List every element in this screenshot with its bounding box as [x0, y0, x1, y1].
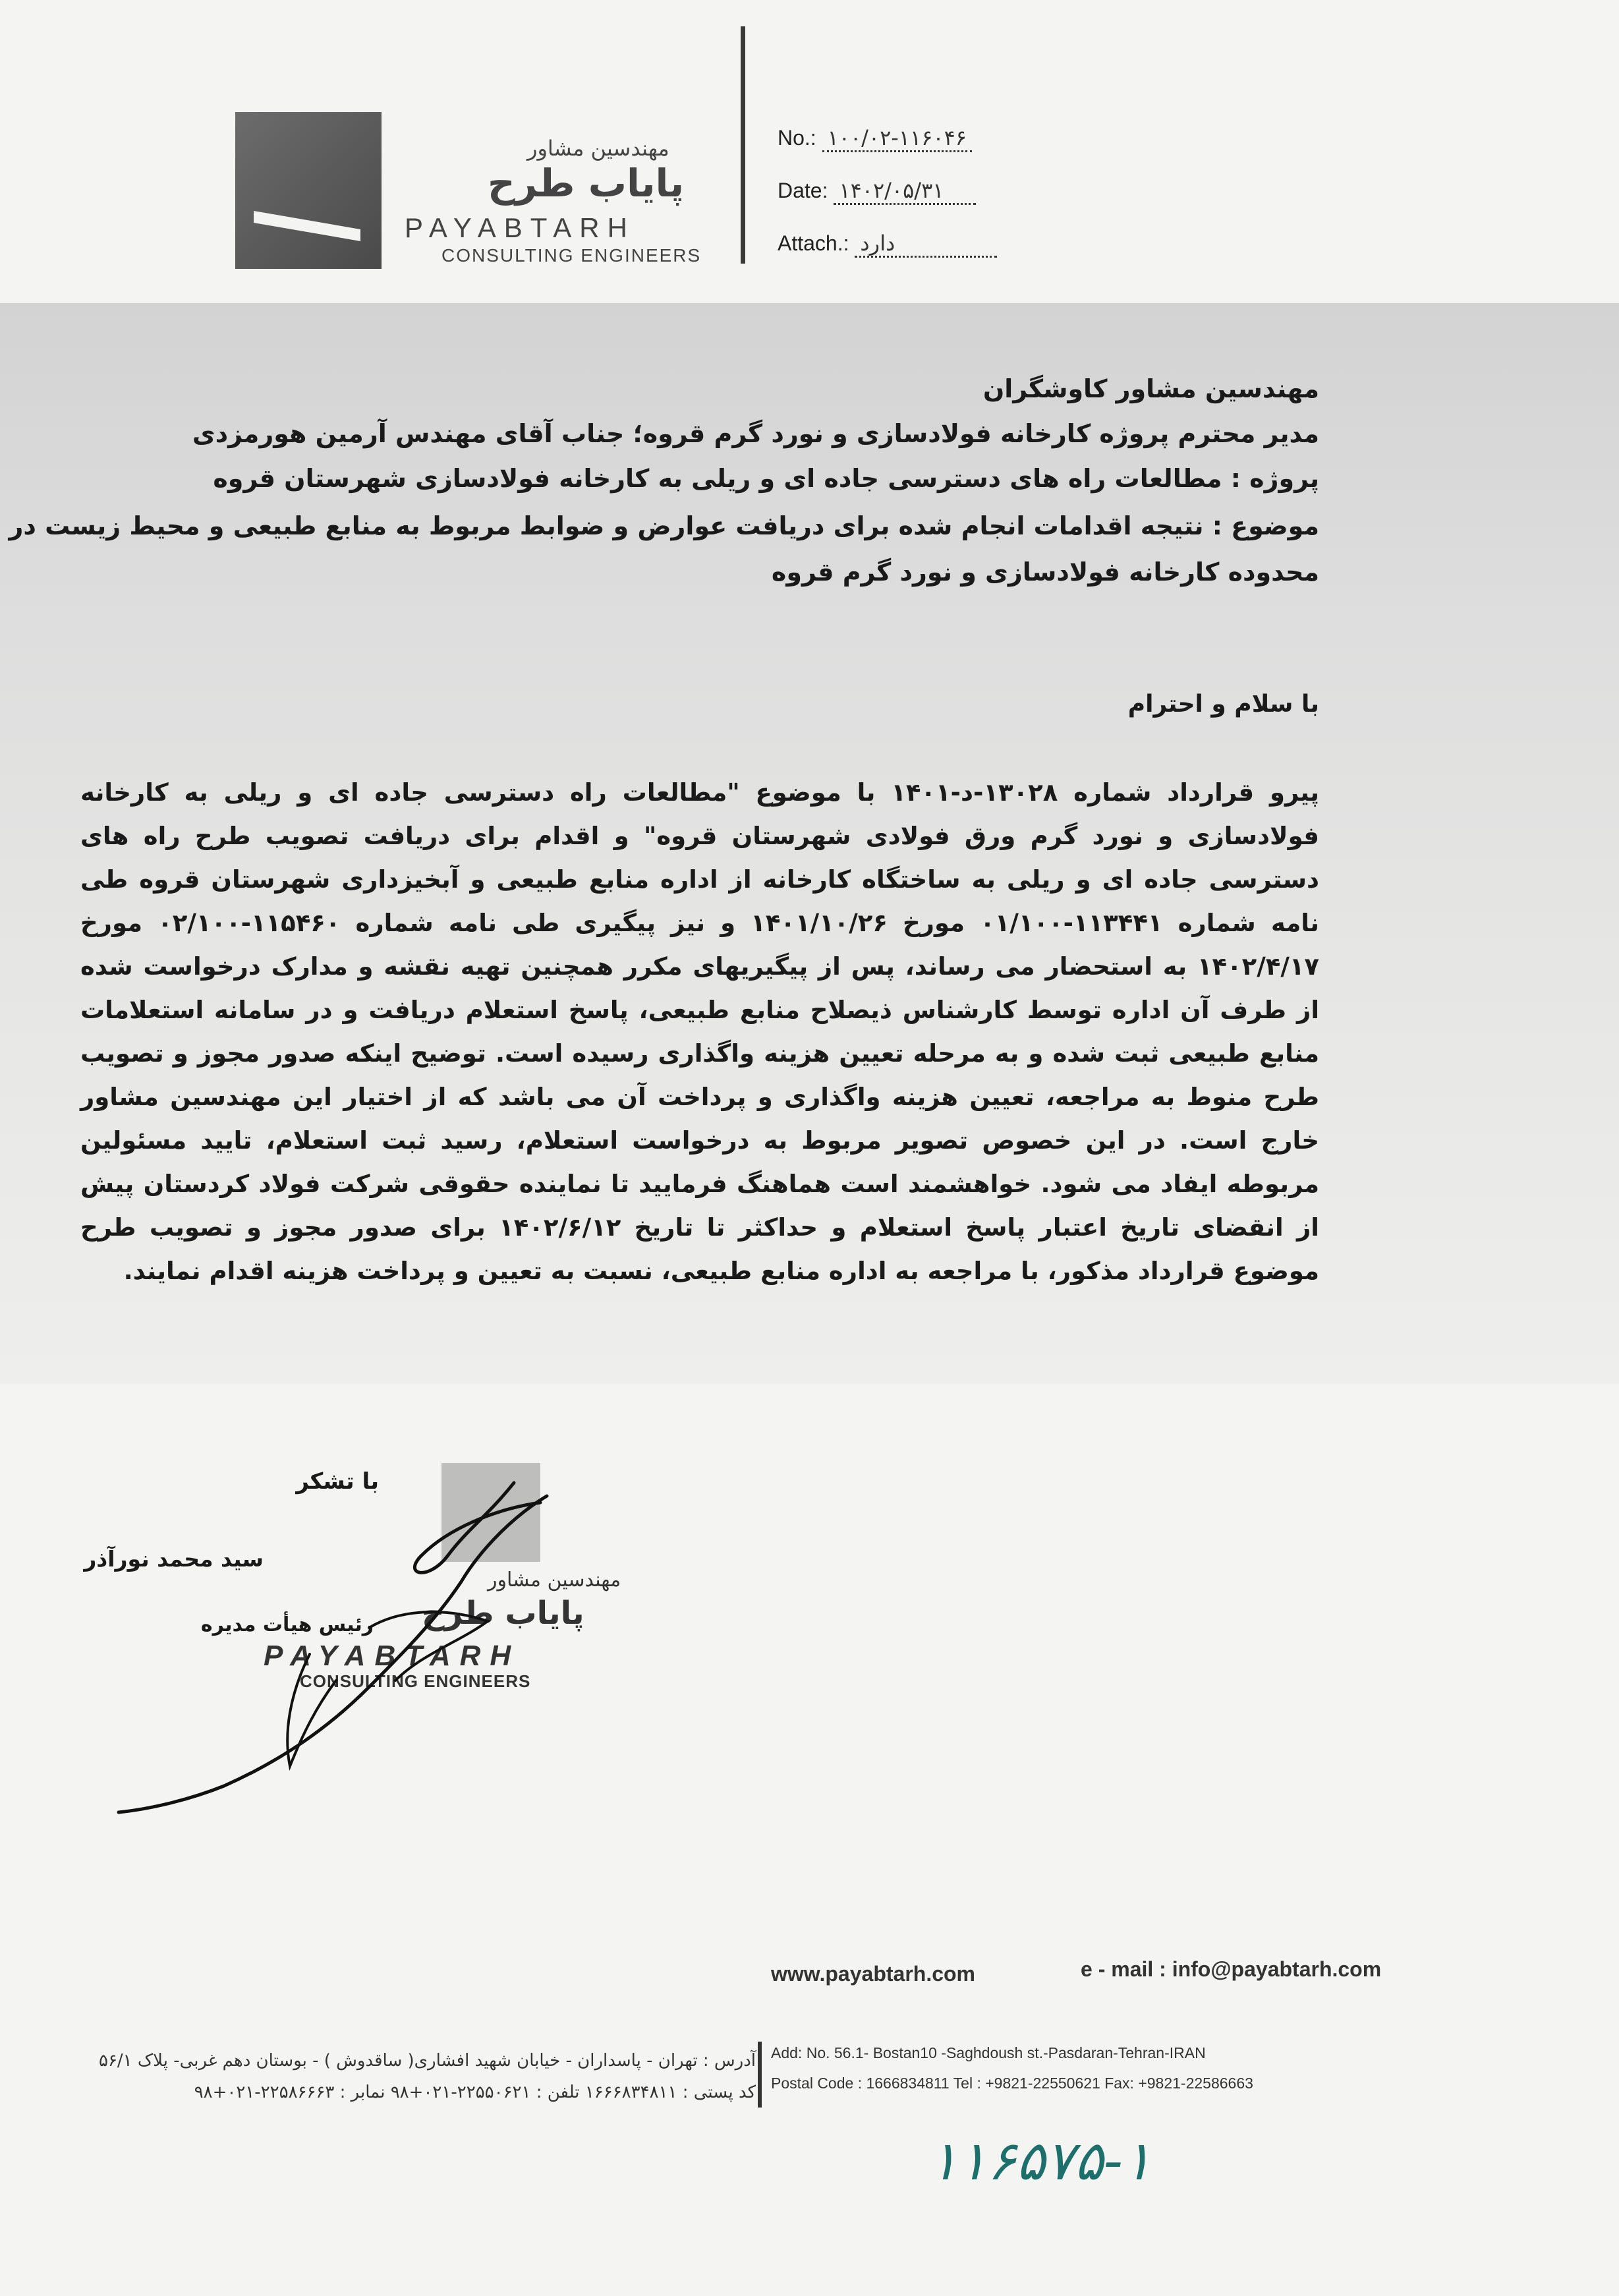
letter-number-label: No.:	[778, 126, 816, 150]
recipient-manager: مدیر محترم پروژه کارخانه فولادسازی و نورد گرم قروه؛ جناب آقای مهندس آرمین هورمزدی	[192, 419, 1319, 448]
stamp-persian-subtitle: مهندسین مشاور	[488, 1568, 621, 1592]
subject-line-1: موضوع : نتیجه اقدامات انجام شده برای دریافت عوارض و ضوابط مربوط به منابع طبیعی و محیط زیست در	[9, 511, 1319, 540]
signer-name: سید محمد نورآذر	[84, 1546, 264, 1572]
stamp-english-subtitle: CONSULTING ENGINEERS	[300, 1671, 531, 1691]
letter-number-row	[778, 125, 972, 152]
handwritten-reference-number: ۱۱۶۵۷۵-۱	[929, 2130, 1152, 2193]
footer-divider	[758, 2042, 762, 2108]
logo-mark	[235, 112, 382, 269]
letter-attach-value: دارد	[855, 231, 997, 258]
footer-address-en: Add: No. 56.1- Bostan10 -Saghdoush st.-Pasdaran-Tehran-IRAN	[771, 2044, 1206, 2061]
logo-english-title: PAYABTARH	[405, 212, 635, 243]
letter-date-row	[778, 178, 976, 205]
logo-english-subtitle: CONSULTING ENGINEERS	[441, 245, 702, 266]
logo-persian-subtitle: مهندسین مشاور	[527, 136, 669, 161]
letter-attach-row	[778, 231, 997, 258]
letter-date-value: ۱۴۰۲/۰۵/۳۱	[834, 178, 976, 205]
stamp-english-title: PAYABTARH	[264, 1640, 521, 1672]
handwritten-signature	[92, 1456, 567, 1825]
header-divider	[741, 26, 745, 264]
footer-postal-fa: کد پستی : ۱۶۶۶۸۳۴۸۱۱ تلفن : ۲۲۵۵۰۶۲۱-۰۲۱+۹۸ نمابر : ۲۲۵۸۶۶۶۳-۰۲۱+۹۸	[194, 2082, 756, 2102]
logo-mark-icon	[235, 112, 382, 269]
footer-address-fa: آدرس : تهران - پاسداران - خیابان شهید افشاری( ساقدوش ) - بوستان دهم غربی- پلاک ۵۶/۱	[98, 2051, 756, 2071]
footer-email: e - mail : info@payabtarh.com	[1081, 1957, 1382, 1981]
letter-body: پیرو قرارداد شماره ۱۳۰۲۸-د-۱۴۰۱ با موضوع "مطالعات راه دسترسی جاده ای و ریلی به کارخانه فولادسازی و نورد گرم ورق فولادی شهرستان قروه" و اقدام برای دریافت تصویب طرح راه های دسترسی جاده ای و ریلی به ساختگاه کارخانه از اداره منابع طبیعی و آبخیزداری شهرستان قروه طی نامه شماره ۱۱۳۴۴۱-۰۱/۱۰۰ مورخ ۱۴۰۱/۱۰/۲۶ و نیز پیگیری طی نامه شماره ۱۱۵۴۶۰-۰۲/۱۰۰ مورخ ۱۴۰۲/۴/۱۷ به استحضار می رساند، پس از پیگیریهای مکرر همچنین تهیه نقشه و مدارک درخواست شده از طرف آن اداره توسط کارشناس ذیصلاح منابع طبیعی، پاسخ استعلام دریافت و در سامانه استعلامات منابع طبیعی ثبت شده و به مرحله تعیین هزینه واگذاری رسیده است. توضیح اینکه صدور مجوز و تصویب طرح منوط به مراجعه، تعیین هزینه واگذاری و پرداخت آن می باشد که از اختیار این مهندسین مشاور خارج است. در این خصوص تصویر مربوط به درخواست استعلام، رسید ثبت استعلام، تایید مسئولین مربوطه ایفاد می شود. خواهشمند است هماهنگ فرمایید تا نماینده حقوقی شرکت فولاد کردستان پیش از انقضای تاریخ اعتبار پاسخ استعلام و حداکثر تا تاریخ ۱۴۰۲/۶/۱۲ برای صدور مجوز و تصویب طرح موضوع قرارداد مذکور، با مراجعه به اداره منابع طبیعی، نسبت به تعیین و پرداخت هزینه اقدام نمایند.	[80, 778, 1320, 1285]
letter-number-value: ۱۰۰/۰۲-۱۱۶۰۴۶	[822, 125, 972, 152]
logo-persian-title: پایاب طرح	[488, 161, 685, 206]
signer-title: رئیس هیأت مدیره	[200, 1613, 374, 1636]
project-line: پروژه : مطالعات راه های دسترسی جاده ای و ریلی به کارخانه فولادسازی شهرستان قروه	[213, 464, 1319, 493]
greeting: با سلام و احترام	[1127, 691, 1319, 718]
letter-attach-label: Attach.:	[778, 231, 849, 255]
letter-date-label: Date:	[778, 179, 828, 202]
footer-website: www.payabtarh.com	[771, 1962, 975, 1986]
footer-postal-en: Postal Code : 1666834811 Tel : +9821-22550621 Fax: +9821-22586663	[771, 2075, 1253, 2092]
recipient-firm: مهندسین مشاور کاوشگران	[982, 374, 1319, 403]
stamp-persian-title: پایاب طرح	[422, 1595, 584, 1632]
closing-thanks: با تشکر	[296, 1468, 379, 1495]
subject-line-2: محدوده کارخانه فولادسازی و نورد گرم قروه	[771, 558, 1319, 587]
